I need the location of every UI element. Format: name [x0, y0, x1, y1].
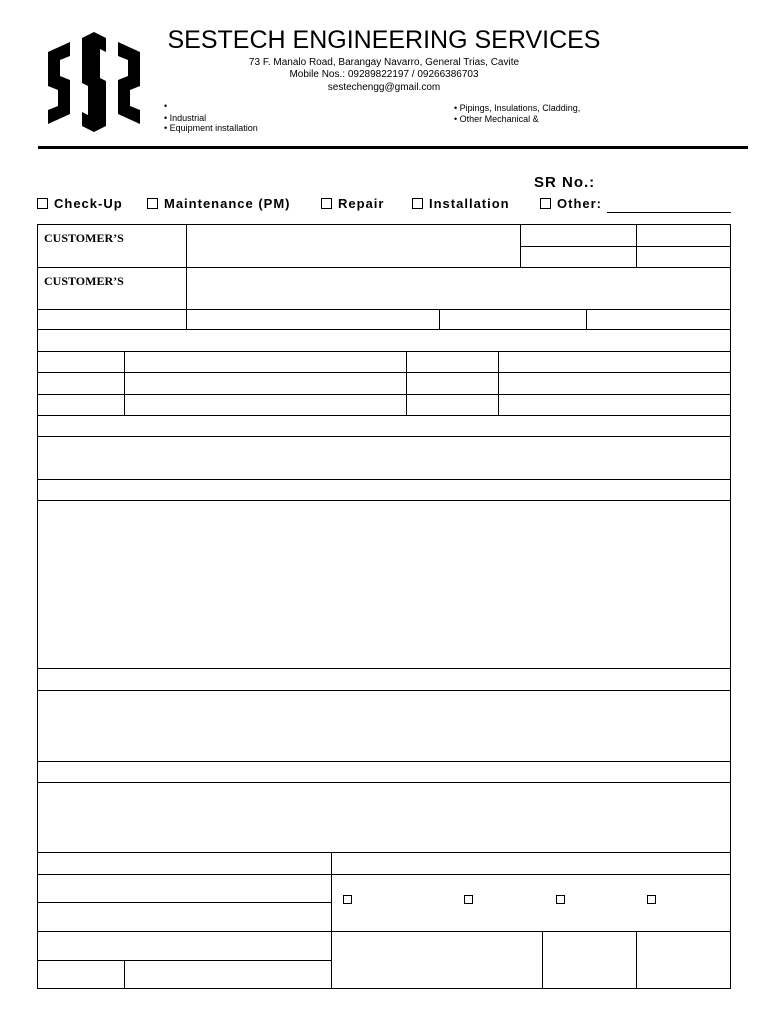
form-border — [38, 225, 731, 989]
service-type-label: Other: — [557, 196, 602, 211]
service-item: • Equipment installation — [164, 123, 258, 133]
checkbox-icon[interactable] — [556, 895, 565, 904]
checkbox-icon[interactable] — [647, 895, 656, 904]
service-item: • Pipings, Insulations, Cladding, — [454, 103, 581, 113]
service-type-label: Repair — [338, 196, 385, 211]
service-item: • Industrial — [164, 113, 207, 123]
checkbox-icon[interactable] — [464, 895, 473, 904]
service-type-label: Installation — [429, 196, 510, 211]
company-name: SESTECH ENGINEERING SERVICES — [167, 26, 601, 54]
customer-address-label: CUSTOMER’S — [44, 274, 124, 288]
company-email: sestechengg@gmail.com — [327, 82, 441, 93]
company-mobile: Mobile Nos.: 09289822197 / 09266386703 — [289, 69, 479, 80]
service-type-label: Maintenance (PM) — [164, 196, 291, 211]
sr-number-label: SR No.: — [534, 174, 596, 191]
checkbox-icon[interactable] — [343, 895, 352, 904]
service-type-label: Check-Up — [54, 196, 123, 211]
customer-name-label: CUSTOMER’S — [44, 231, 124, 245]
service-item: • Other Mechanical & — [454, 114, 539, 124]
company-address: 73 F. Manalo Road, Barangay Navarro, General Trias, Cavite — [248, 57, 520, 68]
service-item: • — [164, 101, 168, 111]
